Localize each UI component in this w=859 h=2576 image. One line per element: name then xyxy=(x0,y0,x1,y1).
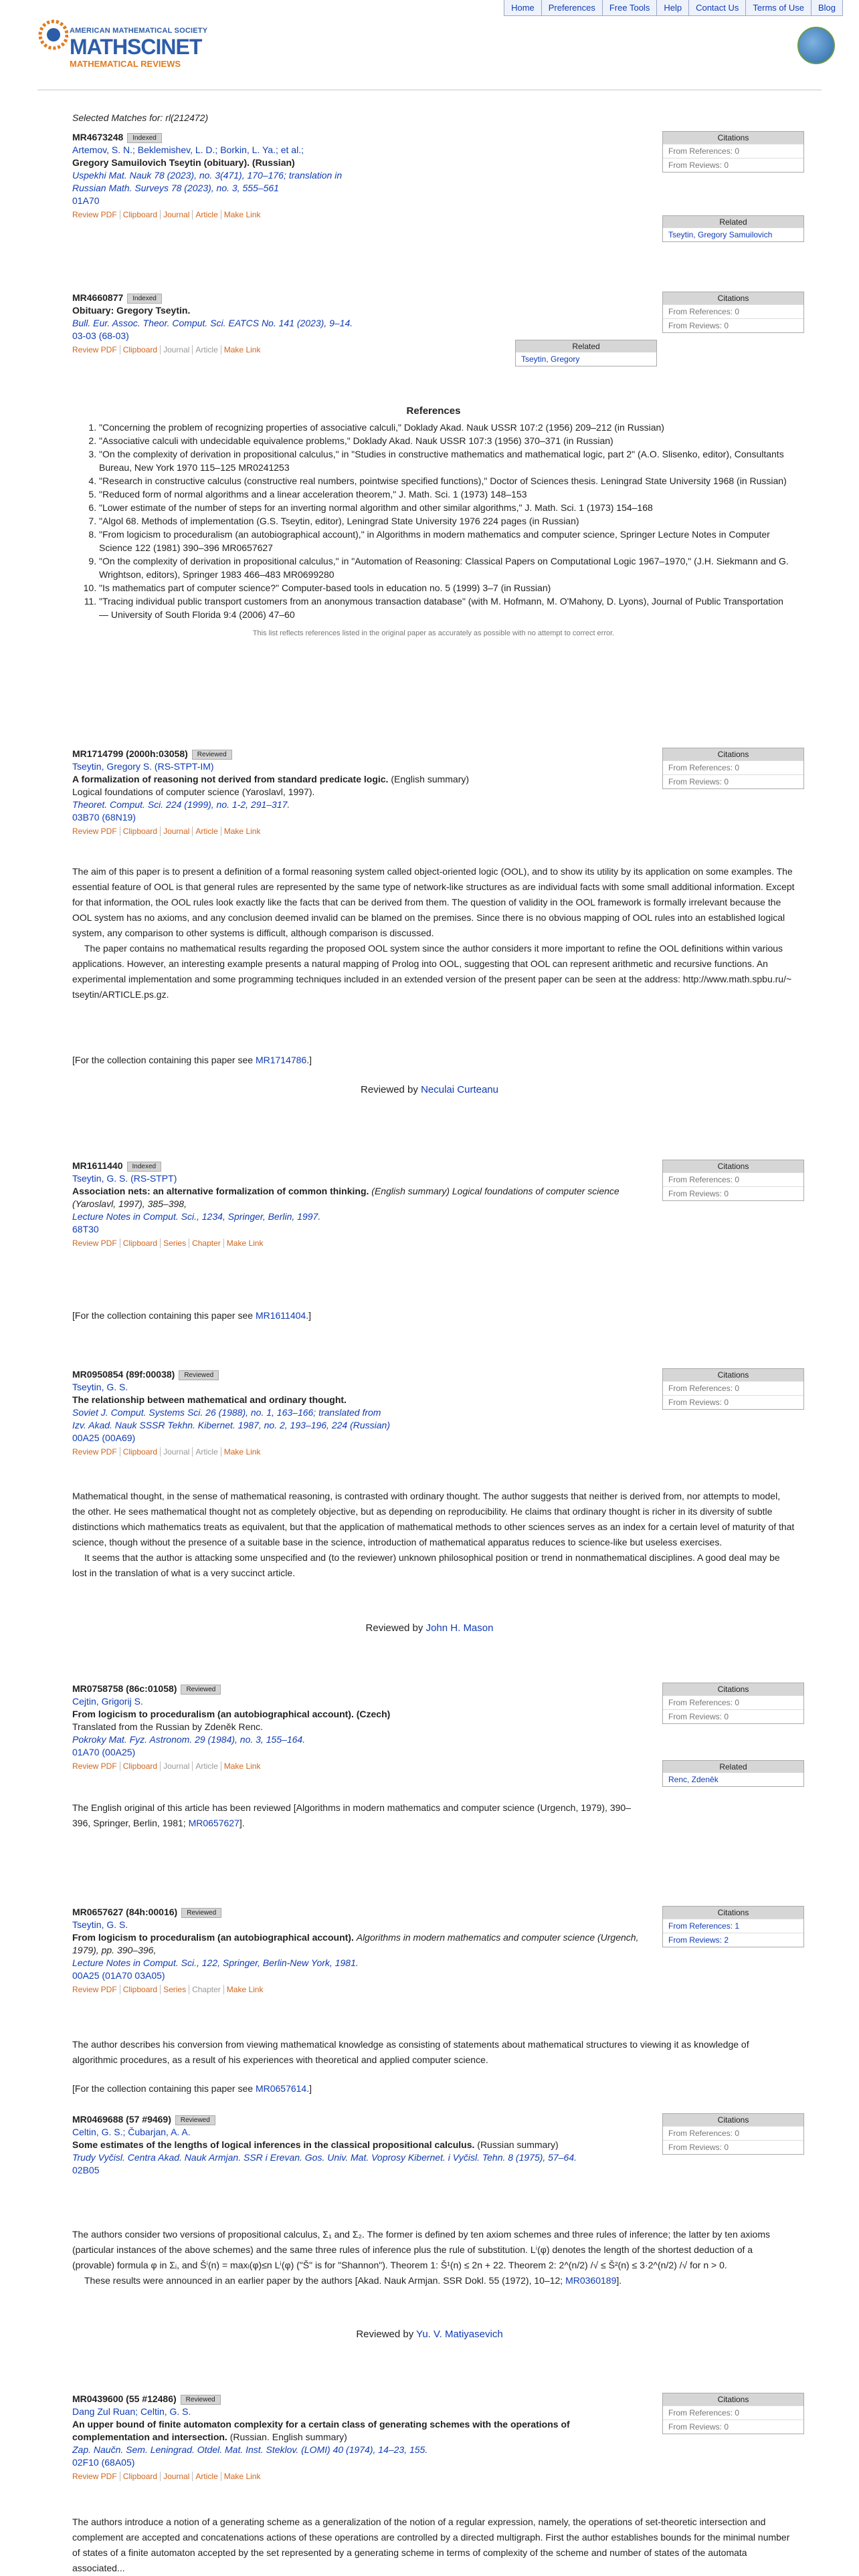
series-link[interactable]: Series xyxy=(160,1239,189,1248)
review-paragraph: The author describes his conversion from viewing mathematical knowledge as consisting of statements about mathematical structures to viewing it as knowledge of algorithmic procedures, as a result of his experiences with theoretical and applied computer science. xyxy=(72,2039,749,2065)
selected-matches: Selected Matches for: rl(212472) xyxy=(72,112,209,123)
reviewed-by xyxy=(0,1622,859,1634)
from-references[interactable]: From References: 1 xyxy=(663,1919,803,1933)
item-title: Some estimates of the lengths of logical inferences in the classical propositional calculus. xyxy=(72,2139,475,2150)
status-badge: Reviewed xyxy=(175,2115,215,2125)
mr-number[interactable]: MR0439600 (55 #12486) xyxy=(72,2393,177,2404)
article-link[interactable]: Article xyxy=(192,827,220,836)
related-box xyxy=(515,340,657,366)
journal-link[interactable]: Soviet J. Comput. Systems Sci. 26 (1988), no. 1, 163–166; translated from xyxy=(72,1407,381,1418)
result-item xyxy=(72,748,648,838)
from-reviews: From Reviews: 0 xyxy=(663,2140,803,2154)
msc-code[interactable]: 01A70 (00A25) xyxy=(72,1747,136,1757)
msc-code[interactable]: 01A70 xyxy=(72,195,100,206)
journal-link[interactable]: Theoret. Comput. Sci. 224 (1999), no. 1-2, 291–317. xyxy=(72,799,290,810)
article-link[interactable]: Article xyxy=(192,210,220,219)
make-link[interactable]: Make Link xyxy=(223,1985,266,1994)
authors-link[interactable]: Tseytin, G. S. xyxy=(72,1919,128,1930)
related-link[interactable]: Renc, Zdeněk xyxy=(668,1775,719,1784)
citations-box xyxy=(662,748,804,789)
reference-item: 6. "Lower estimate of the number of steps for an inverting normal algorithm and other similar algorithms," J. Math. Sci. 1 (1973) 154–168 xyxy=(99,501,795,514)
msc-code[interactable]: 00A25 (00A69) xyxy=(72,1432,136,1443)
from-reviews: From Reviews: 0 xyxy=(663,774,803,788)
globe-icon xyxy=(797,27,835,64)
citations-box xyxy=(662,1683,804,1724)
mathematical-reviews-text: MATHEMATICAL REVIEWS xyxy=(70,59,181,69)
from-references: From References: 0 xyxy=(663,2126,803,2140)
mr-number[interactable]: MR0758758 (86c:01058) xyxy=(72,1683,177,1694)
nav-link[interactable]: Preferences xyxy=(542,0,603,15)
make-link[interactable]: Make Link xyxy=(221,210,264,219)
review-pdf-link[interactable]: Review PDF xyxy=(72,1447,117,1457)
from-references: From References: 0 xyxy=(663,304,803,318)
status-badge: Reviewed xyxy=(181,1685,221,1695)
citations-header: Citations xyxy=(663,1907,803,1919)
status-badge: Reviewed xyxy=(181,1908,221,1918)
collection-link[interactable]: MR0657614 xyxy=(255,2083,307,2094)
related-box xyxy=(662,215,804,242)
journal-link[interactable]: Bull. Eur. Assoc. Theor. Comput. Sci. EATCS No. 141 (2023), 9–14. xyxy=(72,318,353,328)
review-paragraph: The authors introduce a notion of a generating scheme as a generalization of the notion of a regular expression, namely, the operations of set-theoretic intersection and complement are accepted and concatenations actions of these operations are controlled by a directed multigraph. First the author establishes bounds for the minimal number of states of a finite automaton accepted by the set represented by a generating scheme in terms of complexity of the scheme and number of states of the automata associated... xyxy=(72,2516,790,2573)
make-link[interactable]: Make Link xyxy=(221,827,264,836)
mr-number[interactable]: MR4660877 xyxy=(72,292,124,303)
result-item xyxy=(72,2393,648,2483)
authors-link[interactable]: Cejtin, Grigorij S. xyxy=(72,1696,143,1707)
review-pdf-link[interactable]: Review PDF xyxy=(72,1985,117,1994)
collection-link[interactable]: MR1714786 xyxy=(255,1055,307,1065)
citations-header: Citations xyxy=(663,292,803,304)
review-paragraph: It seems that the author is attacking some unspecified and (to the reviewer) unknown philosophical position or trend in nonmathematical disciplines. A good deal may be lost in the translation of what is a very succinct article. xyxy=(72,1552,780,1578)
related-header: Related xyxy=(516,340,656,352)
item-title: The relationship between mathematical and ordinary thought. xyxy=(72,1394,347,1405)
tools-bar xyxy=(72,2470,648,2483)
nav-link[interactable]: Help xyxy=(657,0,689,15)
review-paragraph: The authors consider two versions of propositional calculus, Σ₁ and Σ₂. The former is defined by ten axiom schemes and three rules of inference; the latter by ten axioms (particular instances of the above schemes) and the same three rules of inference plus the rule of substitution. Lⁱ(φ) denotes the length of the shortest deduction of a (provable) formula φ in Σᵢ, and Šⁱ(n) = maxₗ(φ)≤n Lⁱ(φ) ("Š" is for "Shannon"). Theorem 1: Š¹(n) ≤ 2n + 22. Theorem 2: 2^(n/2) /√ ≤ Š²(n) ≤ 3·2^(n/2) /√ for n > 0. xyxy=(72,2229,770,2270)
reference-item: 10. "Is mathematics part of computer science?" Computer-based tools in education no. 5 (1999) 3–7 (in Russian) xyxy=(99,581,795,595)
related-header: Related xyxy=(663,1761,803,1773)
reviewed-by-label: Reviewed by xyxy=(365,1622,423,1634)
collection-link[interactable]: MR1611404 xyxy=(255,1310,306,1321)
make-link[interactable]: Make Link xyxy=(221,2472,264,2481)
from-reviews: From Reviews: 0 xyxy=(663,2420,803,2434)
collection-text: [For the collection containing this paper see xyxy=(72,2083,256,2094)
tools-bar xyxy=(72,1760,648,1773)
from-reviews[interactable]: From Reviews: 2 xyxy=(663,1933,803,1947)
mr-number[interactable]: MR0950854 (89f:00038) xyxy=(72,1369,175,1380)
journal-tool-link[interactable]: Journal xyxy=(160,210,192,219)
review-text xyxy=(72,2514,795,2576)
from-references: From References: 0 xyxy=(663,1381,803,1395)
article-link[interactable]: Article xyxy=(192,345,220,354)
citations-box xyxy=(662,2393,804,2434)
reference-item: 2. "Associative calculi with undecidable equivalence problems," Doklady Akad. Nauk USSR 107:3 (1956) 370–371 (in Russian) xyxy=(99,434,795,447)
journal-link[interactable]: Pokroky Mat. Fyz. Astronom. 29 (1984), no. 3, 155–164. xyxy=(72,1734,306,1745)
reviewed-by-label: Reviewed by xyxy=(361,1084,418,1095)
collection-text: [For the collection containing this paper see xyxy=(72,1310,256,1321)
tools-bar xyxy=(72,1237,648,1250)
review-pdf-link[interactable]: Review PDF xyxy=(72,827,117,836)
mr-number[interactable]: MR1611440 xyxy=(72,1160,123,1171)
make-link[interactable]: Make Link xyxy=(221,345,264,354)
status-badge: Reviewed xyxy=(192,750,232,760)
reviewed-by-label: Reviewed by xyxy=(356,2329,414,2340)
article-link[interactable]: Article xyxy=(192,1761,220,1771)
related-box xyxy=(662,1760,804,1787)
from-reviews: From Reviews: 0 xyxy=(663,1395,803,1409)
nav-link[interactable]: Home xyxy=(504,0,542,15)
reviewer-link[interactable]: Yu. V. Matiyasevich xyxy=(416,2329,503,2340)
nav-link[interactable]: Contact Us xyxy=(689,0,746,15)
review-text: The English original of this article has been reviewed [Algorithms in modern mathematics and computer science (Urgench, 1979), 390–396, Springer, Berlin, 1981; MR0657627]. xyxy=(72,1802,631,1828)
journal-tool-link[interactable]: Journal xyxy=(160,1761,192,1771)
review-pdf-link[interactable]: Review PDF xyxy=(72,1761,117,1771)
title-suffix: Algorithms in modern mathematics and computer science (Urgench, 1979), pp. 390–396, xyxy=(72,1932,639,1955)
citations-box xyxy=(662,1906,804,1947)
title-suffix: (English summary) xyxy=(391,774,470,784)
review-pdf-link[interactable]: Review PDF xyxy=(72,2472,117,2481)
journal-link[interactable]: Lecture Notes in Comput. Sci., 122, Springer, Berlin-New York, 1981. xyxy=(72,1957,359,1968)
translation-line: Translated from the Russian by Zdeněk Renc. xyxy=(72,1721,264,1732)
journal-link[interactable]: Lecture Notes in Comput. Sci., 1234, Springer, Berlin, 1997. xyxy=(72,1211,321,1222)
item-title: Association nets: an alternative formalization of common thinking. xyxy=(72,1186,369,1196)
reference-item: 8. "From logicism to proceduralism (an autobiographical account)," in Algorithms in modern mathematics and computer science, Springer Lecture Notes in Computer Science 122 (1981) 390–396 MR0657627 xyxy=(99,528,795,554)
from-references: From References: 0 xyxy=(663,1172,803,1186)
clipboard-link[interactable]: Clipboard xyxy=(120,1447,160,1457)
from-reviews: From Reviews: 0 xyxy=(663,318,803,332)
from-reviews: From Reviews: 0 xyxy=(663,1186,803,1200)
item-title: A formalization of reasoning not derived from standard predicate logic. xyxy=(72,774,389,784)
article-link[interactable]: Article xyxy=(192,2472,220,2481)
journal-tool-link[interactable]: Journal xyxy=(160,827,192,836)
status-badge: Reviewed xyxy=(181,2395,221,2405)
top-nav xyxy=(504,0,843,16)
ams-emblem-icon xyxy=(37,17,68,59)
clipboard-link[interactable]: Clipboard xyxy=(120,2472,160,2481)
reference-item: 7. "Algol 68. Methods of implementation (G.S. Tseytin, editor), Leningrad State University 1976 224 pages (in Russian) xyxy=(99,514,795,528)
citations-box xyxy=(662,292,804,333)
conference-line: Logical foundations of computer science (Yaroslavl, 1997). xyxy=(72,786,315,797)
status-badge: Indexed xyxy=(127,1162,162,1172)
clipboard-link[interactable]: Clipboard xyxy=(120,345,160,354)
review-paragraph: The English original of this article has been reviewed [Algorithms in modern mathematics and computer science (Urgench, 1979), 390–396, Springer, Berlin, 1981; xyxy=(72,1802,631,1828)
item-title: From logicism to proceduralism (an autobiographical account). xyxy=(72,1932,354,1943)
clipboard-link[interactable]: Clipboard xyxy=(120,827,160,836)
review-mr-link[interactable]: MR0360189 xyxy=(565,2275,617,2286)
collection-note: [For the collection containing this paper see MR1714786.] xyxy=(72,1055,312,1065)
reference-item: 3. "On the complexity of derivation in propositional calculus," in "Studies in constructive mathematics and mathematical logic, part 2" (A.O. Slisenko, editor), Consultants Bureau, New York 1970 115–125 MR0241253 xyxy=(99,447,795,474)
related-header: Related xyxy=(663,216,803,228)
msc-code[interactable]: 03-03 (68-03) xyxy=(72,330,129,341)
citations-header: Citations xyxy=(663,748,803,760)
journal-link[interactable]: Trudy Vyčisl. Centra Akad. Nauk Armjan. SSR i Erevan. Gos. Univ. Mat. Voprosy Kibernet. i Vyčisl. Tehn. 8 (1975), 57–64. xyxy=(72,2152,577,2163)
msc-code[interactable]: 02B05 xyxy=(72,2165,100,2175)
collection-note: [For the collection containing this paper see MR0657614.] xyxy=(72,2083,312,2094)
msc-code[interactable]: 00A25 (01A70 03A05) xyxy=(72,1970,165,1981)
tools-bar xyxy=(72,209,648,221)
reference-item: 4. "Research in constructive calculus (constructive real numbers, pointwise specified functions)," Doctor of Sciences thesis. Leningrad State University 1968 (in Russian) xyxy=(99,474,795,488)
review-text: The authors consider two versions of propositional calculus, Σ₁ and Σ₂. The former is defined by ten axiom schemes and three rules of inference; the latter by ten axioms (particular instances of the above schemes) and the same three rules of inference plus the rule of substitution. Lⁱ(φ) denotes the length of the shortest deduction of a (provable) formula φ in Σᵢ, and Šⁱ(n) = maxₗ(φ)≤n Lⁱ(φ) ("Š" is for "Shannon"). Theorem 1: Š¹(n) ≤ 2n + 22. Theorem 2: 2^(n/2) /√ ≤ Š²(n) ≤ 3·2^(n/2) /√ for n > 0. These results were announced in an earlier paper by the authors [Akad. Nauk Armjan. SSR Dokl. 55 (1972), 10–12; MR0360189]. xyxy=(72,2227,795,2288)
result-item xyxy=(72,292,541,356)
nav-link[interactable]: Free Tools xyxy=(603,0,657,15)
references-note: This list reflects references listed in the original paper as accurately as possible with no attempt to correct error. xyxy=(252,629,615,637)
collection-text: [For the collection containing this paper see xyxy=(72,1055,256,1065)
chapter-link[interactable]: Chapter xyxy=(189,1239,223,1248)
title-suffix: (Russian summary) xyxy=(477,2139,559,2150)
related-link[interactable]: Tseytin, Gregory Samuilovich xyxy=(668,230,773,239)
mathscinet-title: MATHSCINET xyxy=(70,35,202,59)
clipboard-link[interactable]: Clipboard xyxy=(120,1239,160,1248)
review-text xyxy=(72,864,795,1002)
chapter-link[interactable]: Chapter xyxy=(189,1985,223,1994)
review-text xyxy=(72,1489,795,1581)
review-text xyxy=(72,2037,795,2068)
journal-tool-link[interactable]: Journal xyxy=(160,2472,192,2481)
clipboard-link[interactable]: Clipboard xyxy=(120,1761,160,1771)
citations-box xyxy=(662,131,804,173)
msc-code[interactable]: 68T30 xyxy=(72,1224,99,1235)
from-reviews: From Reviews: 0 xyxy=(663,1709,803,1723)
msc-code[interactable]: 03B70 (68N19) xyxy=(72,812,136,823)
make-link[interactable]: Make Link xyxy=(221,1761,264,1771)
clipboard-link[interactable]: Clipboard xyxy=(120,1985,160,1994)
citations-header: Citations xyxy=(663,1683,803,1695)
journal-tool-link[interactable]: Journal xyxy=(160,1447,192,1457)
result-item xyxy=(72,1683,648,1773)
journal-tool-link[interactable]: Journal xyxy=(160,345,192,354)
authors-link[interactable]: Dang Zul Ruan; Celtin, G. S. xyxy=(72,2406,191,2417)
series-link[interactable]: Series xyxy=(160,1985,189,1994)
authors-link[interactable]: Tseytin, G. S. (RS-STPT) xyxy=(72,1173,177,1184)
article-link[interactable]: Article xyxy=(192,1447,220,1457)
status-badge: Reviewed xyxy=(179,1370,219,1380)
item-title: An upper bound of finite automaton complexity for a certain class of generating schemes with the operations of complementation and intersection. xyxy=(72,2419,570,2442)
citations-box xyxy=(662,1368,804,1410)
result-item xyxy=(72,1160,648,1250)
journal-link[interactable]: Uspekhi Mat. Nauk 78 (2023), no. 3(471), 170–176; translation in xyxy=(72,170,343,181)
references-heading: References xyxy=(406,405,461,417)
reference-item: 11. "Tracing individual public transport customers from an anonymous transaction database" (with M. Hofmann, M. O'Mahony, D. Lyons), Journal of Public Transportation — University of South Florida 9:4 (2006) 47–60 xyxy=(99,595,795,621)
status-badge: Indexed xyxy=(127,294,162,304)
mr-number[interactable]: MR0657627 (84h:00016) xyxy=(72,1907,178,1917)
result-item xyxy=(72,1368,648,1459)
make-link[interactable]: Make Link xyxy=(221,1447,264,1457)
from-references: From References: 0 xyxy=(663,144,803,158)
citations-header: Citations xyxy=(663,1160,803,1172)
reviewed-by xyxy=(0,2329,859,2340)
clipboard-link[interactable]: Clipboard xyxy=(120,210,160,219)
mr-number[interactable]: MR0469688 (57 #9469) xyxy=(72,2114,171,2125)
result-item xyxy=(72,2113,648,2177)
from-reviews: From Reviews: 0 xyxy=(663,158,803,172)
make-link[interactable]: Make Link xyxy=(223,1239,266,1248)
result-item xyxy=(72,131,648,221)
from-references: From References: 0 xyxy=(663,1695,803,1709)
journal-link[interactable]: Zap. Naučn. Sem. Leningrad. Otdel. Mat. Inst. Steklov. (LOMI) 40 (1974), 14–23, 155. xyxy=(72,2444,428,2455)
authors-link[interactable]: Artemov, S. N.; Beklemishev, L. D.; Borkin, L. Ya.; et al.; xyxy=(72,144,304,155)
review-paragraph: The aim of this paper is to present a definition of a formal reasoning system called object-oriented logic (OOL), and to show its utility by its application on some examples. The essential feature of OOL is that general rules are represented by the same type of network-like structures as are individual facts with some small additional information. Except for that information, the OOL rules look exactly like the facts that can be derived from them. The question of validity in the OOL framework is formally irrelevant because the OOL system has no axioms, and any conclusion deemed invalid can be blamed on the premises. Since there is no obvious mapping of OOL rules into an established logical system, any comparison to other systems is difficult, although comparison is discussed. xyxy=(72,866,795,938)
authors-link[interactable]: Tseytin, G. S. xyxy=(72,1382,128,1392)
mr-number[interactable]: MR1714799 (2000h:03058) xyxy=(72,748,188,759)
citations-box xyxy=(662,1160,804,1201)
tools-bar xyxy=(72,825,648,838)
reviewed-by xyxy=(0,1084,859,1095)
title-suffix: (Russian. English summary) xyxy=(229,2432,347,2442)
tools-bar xyxy=(72,344,541,356)
citations-box xyxy=(662,2113,804,2155)
journal-link[interactable]: Russian Math. Surveys 78 (2023), no. 3, 555–561 xyxy=(72,183,279,193)
references-section xyxy=(72,405,795,637)
review-pdf-link[interactable]: Review PDF xyxy=(72,345,117,354)
journal-link[interactable]: Izv. Akad. Nauk SSSR Tekhn. Kibernet. 1987, no. 2, 193–196, 224 (Russian) xyxy=(72,1420,390,1430)
status-badge: Indexed xyxy=(127,133,162,143)
review-pdf-link[interactable]: Review PDF xyxy=(72,210,117,219)
review-pdf-link[interactable]: Review PDF xyxy=(72,1239,117,1248)
reference-item: 5. "Reduced form of normal algorithms and a linear acceleration theorem," J. Math. Sci. 1 (1973) 148–153 xyxy=(99,488,795,501)
citations-header: Citations xyxy=(663,2114,803,2126)
related-link[interactable]: Tseytin, Gregory xyxy=(521,354,580,364)
reference-item: 1. "Concerning the problem of recognizing properties of associative calculi," Doklady Akad. Nauk USSR 107:2 (1956) 209–212 (in Russian) xyxy=(99,421,795,434)
review-paragraph: Mathematical thought, in the sense of mathematical reasoning, is contrasted with ordinary thought. The author suggests that neither is derived from, nor attempts to model, the other. He sees mathematical thought not as completely objective, but as depending on reproducibility. He claims that ordinary thought is richer in its diversity of subtle distinctions which mathematics treats as equivalent, but that the application of mathematical methods to other sciences serves as an index for a certain level of maturity of that science, though without the presence of a suitable base in the science, introduction of mathematical apparatus reduces to science-like but useless exercises. xyxy=(72,1491,795,1547)
reference-item: 9. "On the complexity of derivation in propositional calculus," in "Automation of Reasoning: Classical Papers on Computational Logic 1967–1970," (J.H. Siekmann and G. Wrightson, editors), Springer 1983 466–483 MR0699280 xyxy=(99,554,795,581)
title-suffix: (English summary) Logical foundations of computer science (Yaroslavl, 1997), 385–398, xyxy=(72,1186,619,1209)
review-mr-link[interactable]: MR0657627 xyxy=(188,1818,240,1828)
msc-code[interactable]: 02F10 (68A05) xyxy=(72,2457,135,2468)
citations-header: Citations xyxy=(663,2393,803,2405)
from-references: From References: 0 xyxy=(663,760,803,774)
collection-note: [For the collection containing this paper see MR1611404.] xyxy=(72,1310,311,1321)
citations-header: Citations xyxy=(663,1369,803,1381)
nav-link[interactable]: Blog xyxy=(818,3,836,13)
tools-bar xyxy=(72,1983,648,1996)
review-paragraph: The paper contains no mathematical results regarding the proposed OOL system since the author considers it more important to refine the OOL definitions within various applications. However, an interesting example presents a natural mapping of Prolog into OOL, suggesting that OOL can represent arithmetic and recursive functions. An experimental implementation and some programming techniques included in an extended version of the present paper can be seen at the address: http://www.math.spbu.ru/~ tseytin/ARTICLE.ps.gz. xyxy=(72,943,792,1000)
from-references: From References: 0 xyxy=(663,2405,803,2420)
reviewer-link[interactable]: John H. Mason xyxy=(425,1622,494,1634)
ams-text: AMERICAN MATHEMATICAL SOCIETY xyxy=(70,27,208,35)
item-title: Gregory Samuilovich Tseytin (obituary). (Russian) xyxy=(72,157,295,168)
citations-header: Citations xyxy=(663,132,803,144)
review-paragraph: These results were announced in an earlier paper by the authors [Akad. Nauk Armjan. SSR Dokl. 55 (1972), 10–12; xyxy=(84,2275,566,2286)
mr-number[interactable]: MR4673248 xyxy=(72,132,124,142)
tools-bar xyxy=(72,1446,648,1459)
item-title: From logicism to proceduralism (an autobiographical account). (Czech) xyxy=(72,1709,391,1719)
references-list xyxy=(72,421,795,621)
reviewer-link[interactable]: Neculai Curteanu xyxy=(421,1084,498,1095)
result-item xyxy=(72,1906,648,1996)
authors-link[interactable]: Tseytin, Gregory S. (RS-STPT-IM) xyxy=(72,761,214,772)
nav-link[interactable]: Terms of Use xyxy=(746,0,812,15)
item-title: Obituary: Gregory Tseytin. xyxy=(72,305,191,316)
authors-link[interactable]: Celtin, G. S.; Čubarjan, A. A. xyxy=(72,2127,191,2137)
